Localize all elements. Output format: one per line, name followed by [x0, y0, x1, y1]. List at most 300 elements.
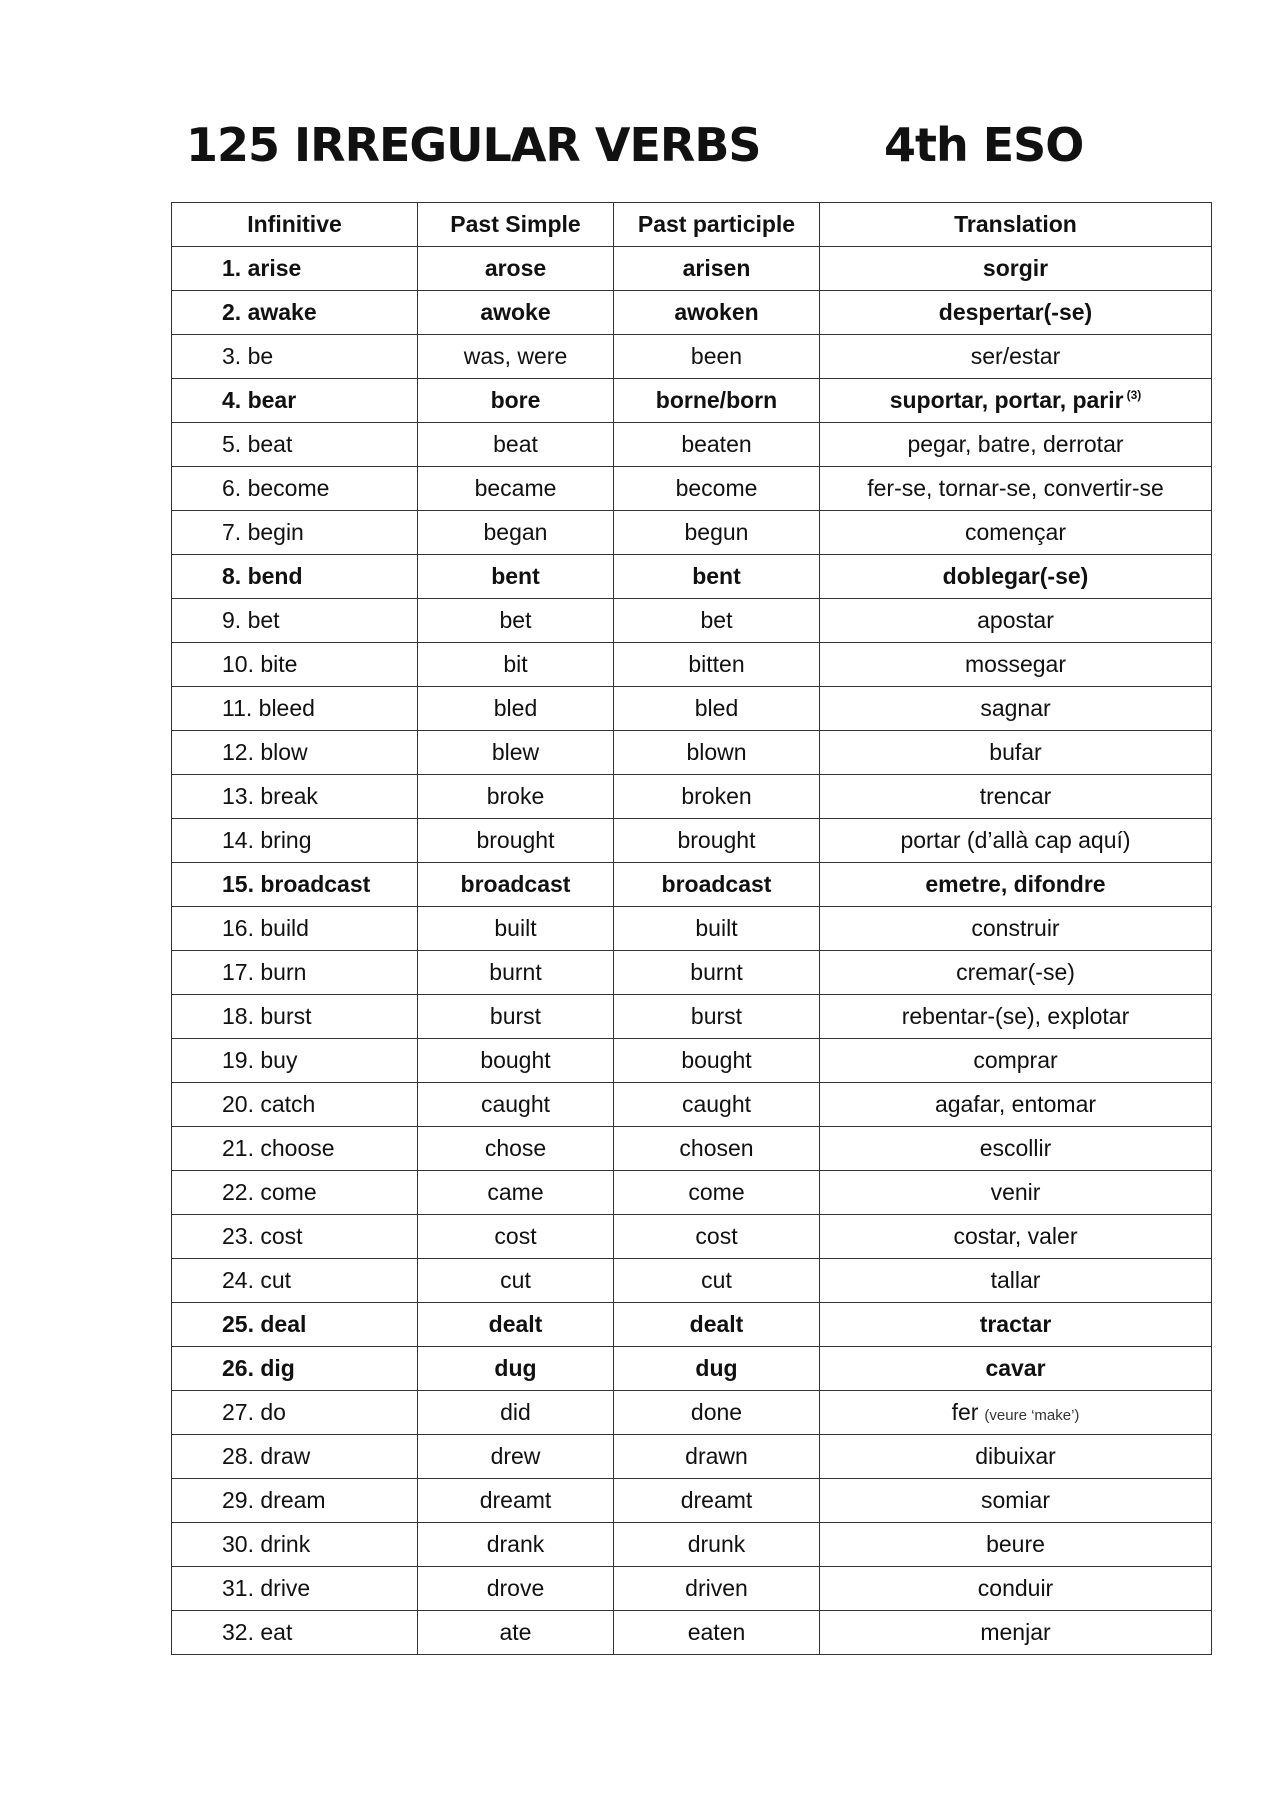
cell-past-participle: [614, 511, 820, 555]
cell-past-simple: [418, 379, 614, 423]
cell-translation-text: mossegar: [965, 651, 1066, 677]
cell-past-participle: [614, 1479, 820, 1523]
translation-note: (veure ‘make’): [984, 1407, 1080, 1424]
cell-translation-text: escollir: [979, 1135, 1052, 1161]
cell-past-simple-text: brought: [476, 827, 555, 853]
cell-infinitive-text: 11. bleed: [222, 695, 315, 721]
cell-past-participle: [614, 1347, 820, 1391]
cell-past-simple-text: beat: [493, 431, 538, 457]
cell-infinitive-text: 10. bite: [222, 651, 298, 677]
cell-translation-text: sagnar: [980, 695, 1051, 721]
cell-translation-text: menjar: [980, 1619, 1051, 1645]
table-row: [172, 467, 1212, 511]
cell-translation-text: portar (d’allà cap aquí): [900, 827, 1131, 853]
cell-past-participle-text: become: [675, 475, 758, 501]
cell-infinitive: [172, 1127, 418, 1171]
cell-translation: [820, 467, 1212, 511]
table-row: [172, 291, 1212, 335]
cell-past-simple: [418, 247, 614, 291]
cell-past-simple: [418, 687, 614, 731]
cell-past-simple-text: bit: [503, 651, 528, 677]
cell-past-simple: [418, 1391, 614, 1435]
cell-past-simple-text: was, were: [463, 343, 568, 369]
cell-past-simple: [418, 1083, 614, 1127]
cell-infinitive: [172, 1347, 418, 1391]
cell-infinitive-text: 3. be: [222, 343, 274, 369]
cell-past-participle: [614, 643, 820, 687]
cell-past-simple-text: burst: [489, 1003, 542, 1029]
cell-past-participle-text: burnt: [690, 959, 743, 985]
cell-infinitive: [172, 1039, 418, 1083]
cell-infinitive: [172, 1523, 418, 1567]
cell-translation-text: bufar: [989, 739, 1042, 765]
cell-infinitive-text: 19. buy: [222, 1047, 298, 1073]
cell-infinitive-text: 8. bend: [222, 563, 303, 589]
cell-translation: [820, 1611, 1212, 1655]
cell-translation-text: somiar: [980, 1487, 1050, 1513]
cell-translation: [820, 995, 1212, 1039]
cell-infinitive-text: 12. blow: [222, 739, 308, 765]
table-row: [172, 1523, 1212, 1567]
cell-past-simple: [418, 511, 614, 555]
cell-past-participle-text: beaten: [681, 431, 752, 457]
title-main: 125 IRREGULAR VERBS: [186, 118, 761, 172]
cell-infinitive-text: 20. catch: [222, 1091, 316, 1117]
cell-translation: [820, 951, 1212, 995]
table-body: [172, 247, 1212, 1655]
cell-translation: [820, 1083, 1212, 1127]
cell-past-simple-text: bought: [480, 1047, 551, 1073]
cell-past-simple: [418, 467, 614, 511]
cell-past-participle-text: dug: [695, 1355, 738, 1381]
cell-translation: [820, 1039, 1212, 1083]
cell-past-participle-text: bought: [681, 1047, 752, 1073]
cell-infinitive-text: 18. burst: [222, 1003, 312, 1029]
cell-past-participle-text: bent: [692, 563, 741, 589]
cell-past-participle: [614, 1567, 820, 1611]
cell-infinitive: [172, 511, 418, 555]
cell-past-participle-text: broadcast: [661, 871, 772, 897]
cell-past-participle-text: blown: [686, 739, 747, 765]
cell-past-simple-text: dreamt: [479, 1487, 552, 1513]
cell-past-participle-text: driven: [685, 1575, 748, 1601]
cell-past-simple-text: began: [483, 519, 548, 545]
cell-past-participle: [614, 731, 820, 775]
cell-past-simple: [418, 907, 614, 951]
cell-past-simple-text: arose: [484, 255, 547, 281]
cell-translation: [820, 247, 1212, 291]
cell-past-participle-text: chosen: [679, 1135, 754, 1161]
cell-infinitive: [172, 951, 418, 995]
cell-infinitive: [172, 291, 418, 335]
table-row: [172, 1435, 1212, 1479]
cell-past-simple: [418, 951, 614, 995]
cell-past-participle-text: dealt: [689, 1311, 744, 1337]
cell-translation: [820, 731, 1212, 775]
cell-translation-text: emetre, difondre: [925, 871, 1106, 897]
cell-infinitive: [172, 247, 418, 291]
cell-translation-text: tallar: [990, 1267, 1041, 1293]
cell-past-participle-text: begun: [684, 519, 749, 545]
table-row: [172, 995, 1212, 1039]
cell-past-participle: [614, 335, 820, 379]
cell-infinitive: [172, 863, 418, 907]
cell-past-simple-text: burnt: [489, 959, 542, 985]
table-row: [172, 907, 1212, 951]
cell-past-participle: [614, 907, 820, 951]
cell-past-participle: [614, 1259, 820, 1303]
cell-past-simple-text: bent: [491, 563, 540, 589]
cell-translation: [820, 687, 1212, 731]
cell-past-participle: [614, 1303, 820, 1347]
cell-past-participle-text: drunk: [687, 1531, 746, 1557]
cell-past-simple: [418, 1567, 614, 1611]
cell-past-simple: [418, 1303, 614, 1347]
cell-infinitive-text: 15. broadcast: [222, 871, 371, 897]
table-row: [172, 775, 1212, 819]
cell-infinitive: [172, 599, 418, 643]
cell-translation-text: despertar(-se): [938, 299, 1093, 325]
cell-translation-text: cremar(-se): [956, 959, 1075, 985]
table-row: [172, 1567, 1212, 1611]
cell-translation: [820, 907, 1212, 951]
cell-translation: [820, 1347, 1212, 1391]
cell-infinitive: [172, 643, 418, 687]
cell-past-participle: [614, 467, 820, 511]
cell-past-simple: [418, 1523, 614, 1567]
cell-translation: [820, 1479, 1212, 1523]
cell-past-simple-text: broadcast: [460, 871, 571, 897]
cell-translation: [820, 1391, 1212, 1435]
cell-past-simple: [418, 775, 614, 819]
cell-infinitive-text: 7. begin: [222, 519, 304, 545]
cell-infinitive-text: 24. cut: [222, 1267, 292, 1293]
cell-infinitive: [172, 379, 418, 423]
cell-infinitive: [172, 1567, 418, 1611]
cell-past-simple: [418, 819, 614, 863]
cell-translation: [820, 1215, 1212, 1259]
cell-translation-text: fer-se, tornar-se, convertir-se: [867, 475, 1164, 501]
table-row: [172, 423, 1212, 467]
cell-past-simple: [418, 1479, 614, 1523]
cell-translation: [820, 1303, 1212, 1347]
cell-past-simple-text: bet: [499, 607, 532, 633]
cell-infinitive-text: 22. come: [222, 1179, 317, 1205]
cell-infinitive: [172, 687, 418, 731]
cell-infinitive-text: 32. eat: [222, 1619, 293, 1645]
cell-translation: [820, 423, 1212, 467]
cell-translation-text: comprar: [973, 1047, 1058, 1073]
cell-translation-text: trencar: [979, 783, 1052, 809]
cell-translation: [820, 775, 1212, 819]
table-row: [172, 1479, 1212, 1523]
table-row: [172, 379, 1212, 423]
cell-translation-text: rebentar-(se), explotar: [901, 1003, 1130, 1029]
cell-past-participle: [614, 1435, 820, 1479]
cell-past-simple: [418, 1347, 614, 1391]
cell-past-participle-text: done: [690, 1399, 743, 1425]
table-row: [172, 1611, 1212, 1655]
cell-past-simple: [418, 863, 614, 907]
table-row: [172, 555, 1212, 599]
cell-past-participle-text: caught: [681, 1091, 752, 1117]
cell-past-simple: [418, 1127, 614, 1171]
cell-past-simple-text: bled: [493, 695, 538, 721]
cell-past-participle-text: come: [688, 1179, 745, 1205]
cell-past-participle: [614, 995, 820, 1039]
cell-past-simple-text: did: [500, 1399, 531, 1425]
cell-past-participle-text: borne/born: [655, 387, 778, 413]
cell-translation-text: costar, valer: [953, 1223, 1078, 1249]
cell-past-participle-text: burst: [690, 1003, 743, 1029]
cell-past-participle: [614, 247, 820, 291]
cell-infinitive: [172, 335, 418, 379]
cell-past-participle: [614, 775, 820, 819]
title-level: 4th ESO: [884, 118, 1084, 172]
cell-past-simple-text: cut: [500, 1267, 531, 1293]
table-row: [172, 1171, 1212, 1215]
cell-infinitive-text: 2. awake: [222, 299, 317, 325]
cell-translation-text: ser/estar: [970, 343, 1061, 369]
header-past-simple: Past Simple: [418, 203, 614, 247]
cell-translation: [820, 1567, 1212, 1611]
cell-past-participle: [614, 379, 820, 423]
cell-translation-text: doblegar(-se): [942, 563, 1089, 589]
cell-infinitive-text: 30. drink: [222, 1531, 311, 1557]
cell-past-simple-text: bore: [490, 387, 541, 413]
header-translation: Translation: [820, 203, 1212, 247]
cell-past-participle-text: drawn: [685, 1443, 748, 1469]
cell-translation-text: venir: [990, 1179, 1041, 1205]
table-row: [172, 1215, 1212, 1259]
table-row: [172, 1391, 1212, 1435]
cell-past-simple-text: chose: [484, 1135, 547, 1161]
cell-past-participle-text: awoken: [674, 299, 759, 325]
cell-past-participle-text: dreamt: [680, 1487, 753, 1513]
cell-infinitive-text: 9. bet: [222, 607, 280, 633]
cell-infinitive-text: 17. burn: [222, 959, 307, 985]
cell-past-participle: [614, 687, 820, 731]
cell-infinitive: [172, 775, 418, 819]
cell-past-participle: [614, 555, 820, 599]
cell-translation: [820, 1127, 1212, 1171]
cell-translation: [820, 819, 1212, 863]
table-row: [172, 1083, 1212, 1127]
cell-past-participle: [614, 1611, 820, 1655]
cell-translation: [820, 555, 1212, 599]
cell-infinitive-text: 4. bear: [222, 387, 297, 413]
cell-past-simple: [418, 423, 614, 467]
cell-past-participle: [614, 863, 820, 907]
table-row: [172, 247, 1212, 291]
cell-infinitive-text: 14. bring: [222, 827, 312, 853]
cell-past-participle-text: been: [690, 343, 743, 369]
cell-infinitive: [172, 731, 418, 775]
cell-infinitive-text: 5. beat: [222, 431, 293, 457]
cell-translation-text: dibuixar: [975, 1443, 1056, 1469]
cell-infinitive: [172, 467, 418, 511]
cell-past-simple: [418, 599, 614, 643]
cell-past-participle-text: bled: [694, 695, 739, 721]
cell-infinitive: [172, 995, 418, 1039]
cell-translation: [820, 291, 1212, 335]
table-row: [172, 687, 1212, 731]
cell-past-participle: [614, 291, 820, 335]
table-row: [172, 1303, 1212, 1347]
cell-past-simple: [418, 643, 614, 687]
cell-translation-text: conduir: [977, 1575, 1054, 1601]
cell-past-simple-text: built: [494, 915, 537, 941]
table-row: [172, 819, 1212, 863]
page-title: [186, 118, 1086, 188]
cell-past-simple: [418, 1259, 614, 1303]
cell-infinitive-text: 1. arise: [222, 255, 302, 281]
table-row: [172, 1347, 1212, 1391]
table-header-row: [172, 203, 1212, 247]
cell-translation-text: pegar, batre, derrotar: [907, 431, 1124, 457]
cell-translation-text: fer: [951, 1399, 979, 1425]
cell-translation-text: cavar: [985, 1355, 1046, 1381]
cell-infinitive-text: 21. choose: [222, 1135, 335, 1161]
cell-past-participle-text: brought: [677, 827, 756, 853]
cell-infinitive: [172, 555, 418, 599]
cell-infinitive: [172, 1435, 418, 1479]
cell-past-simple-text: came: [487, 1179, 544, 1205]
cell-past-simple: [418, 731, 614, 775]
cell-infinitive: [172, 1479, 418, 1523]
irregular-verbs-table: [171, 202, 1212, 1655]
cell-past-simple-text: broke: [486, 783, 545, 809]
cell-past-participle: [614, 1171, 820, 1215]
cell-infinitive: [172, 1083, 418, 1127]
cell-past-simple: [418, 1215, 614, 1259]
cell-infinitive-text: 27. do: [222, 1399, 286, 1425]
cell-past-participle: [614, 819, 820, 863]
cell-past-simple-text: ate: [499, 1619, 532, 1645]
cell-past-simple: [418, 1171, 614, 1215]
cell-past-simple: [418, 335, 614, 379]
cell-translation-text: agafar, entomar: [934, 1091, 1097, 1117]
cell-past-participle: [614, 1215, 820, 1259]
cell-past-simple: [418, 1611, 614, 1655]
cell-translation: [820, 1523, 1212, 1567]
cell-past-participle: [614, 599, 820, 643]
cell-infinitive: [172, 1171, 418, 1215]
cell-infinitive: [172, 423, 418, 467]
table-row: [172, 599, 1212, 643]
header-infinitive: Infinitive: [172, 203, 418, 247]
header-past-participle: Past participle: [614, 203, 820, 247]
cell-past-participle: [614, 423, 820, 467]
cell-infinitive-text: 16. build: [222, 915, 309, 941]
table-row: [172, 1127, 1212, 1171]
cell-past-participle: [614, 1039, 820, 1083]
cell-translation: [820, 379, 1212, 423]
cell-past-participle: [614, 1083, 820, 1127]
cell-translation-text: començar: [965, 519, 1066, 545]
cell-past-simple: [418, 291, 614, 335]
table-row: [172, 511, 1212, 555]
cell-past-participle: [614, 1523, 820, 1567]
cell-infinitive-text: 25. deal: [222, 1311, 307, 1337]
footnote-mark: (3): [1126, 388, 1142, 403]
cell-translation-text: construir: [971, 915, 1060, 941]
cell-infinitive: [172, 907, 418, 951]
cell-translation-text: beure: [986, 1531, 1045, 1557]
cell-translation: [820, 599, 1212, 643]
cell-infinitive: [172, 1215, 418, 1259]
cell-past-simple-text: drew: [490, 1443, 541, 1469]
cell-past-simple-text: caught: [480, 1091, 551, 1117]
cell-infinitive: [172, 819, 418, 863]
cell-past-simple: [418, 1039, 614, 1083]
cell-past-simple: [418, 555, 614, 599]
cell-past-simple-text: awoke: [480, 299, 551, 325]
table-row: [172, 731, 1212, 775]
cell-past-participle-text: cost: [695, 1223, 738, 1249]
cell-translation: [820, 335, 1212, 379]
cell-infinitive-text: 6. become: [222, 475, 330, 501]
cell-past-participle-text: bitten: [688, 651, 745, 677]
table-row: [172, 1039, 1212, 1083]
cell-translation: [820, 643, 1212, 687]
cell-past-simple-text: cost: [494, 1223, 537, 1249]
cell-infinitive-text: 31. drive: [222, 1575, 311, 1601]
cell-past-participle: [614, 1391, 820, 1435]
cell-past-participle-text: broken: [681, 783, 752, 809]
cell-infinitive: [172, 1611, 418, 1655]
cell-translation: [820, 863, 1212, 907]
cell-infinitive: [172, 1303, 418, 1347]
cell-past-participle-text: arisen: [682, 255, 751, 281]
cell-past-participle-text: bet: [700, 607, 733, 633]
table-row: [172, 643, 1212, 687]
cell-infinitive-text: 26. dig: [222, 1355, 295, 1381]
cell-translation: [820, 1171, 1212, 1215]
cell-past-participle-text: built: [695, 915, 738, 941]
cell-infinitive: [172, 1259, 418, 1303]
cell-past-simple: [418, 1435, 614, 1479]
cell-infinitive: [172, 1391, 418, 1435]
cell-past-simple-text: blew: [491, 739, 540, 765]
cell-translation: [820, 511, 1212, 555]
cell-translation-text: sorgir: [982, 255, 1049, 281]
cell-past-participle: [614, 1127, 820, 1171]
cell-infinitive-text: 28. draw: [222, 1443, 311, 1469]
cell-past-participle-text: eaten: [687, 1619, 746, 1645]
cell-past-simple-text: became: [474, 475, 557, 501]
table-row: [172, 335, 1212, 379]
cell-translation-text: tractar: [979, 1311, 1052, 1337]
cell-infinitive-text: 13. break: [222, 783, 318, 809]
table-row: [172, 1259, 1212, 1303]
cell-past-participle: [614, 951, 820, 995]
cell-infinitive-text: 29. dream: [222, 1487, 326, 1513]
cell-past-simple-text: dug: [494, 1355, 537, 1381]
table-row: [172, 863, 1212, 907]
cell-translation-text: apostar: [977, 607, 1054, 633]
cell-infinitive-text: 23. cost: [222, 1223, 303, 1249]
cell-past-simple-text: dealt: [488, 1311, 543, 1337]
cell-past-simple-text: drank: [486, 1531, 545, 1557]
cell-translation-text: suportar, portar, parir: [889, 387, 1124, 413]
table-row: [172, 951, 1212, 995]
cell-translation: [820, 1259, 1212, 1303]
cell-past-participle-text: cut: [701, 1267, 732, 1293]
cell-past-simple-text: drove: [486, 1575, 545, 1601]
cell-translation: [820, 1435, 1212, 1479]
cell-past-simple: [418, 995, 614, 1039]
